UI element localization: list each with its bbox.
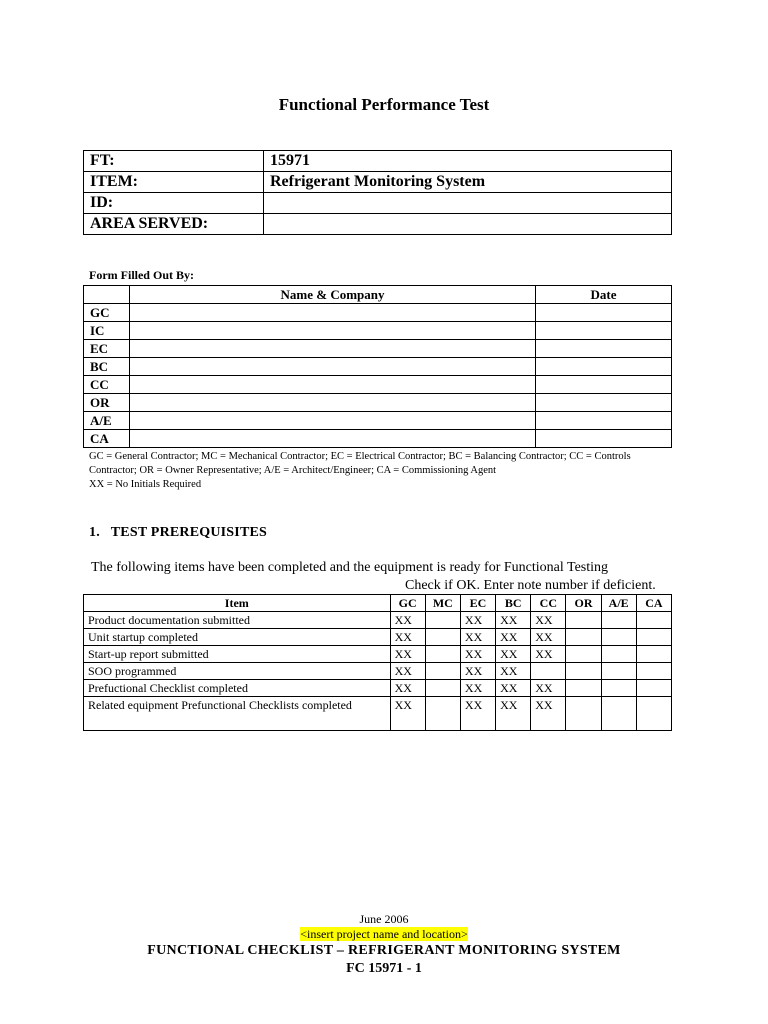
form-row-date[interactable] bbox=[536, 358, 672, 376]
prereq-check-cell[interactable] bbox=[601, 663, 636, 680]
prereq-row bbox=[84, 629, 672, 646]
prereq-check-cell: XX bbox=[531, 629, 566, 646]
prereq-check-cell: XX bbox=[531, 646, 566, 663]
prereq-check-cell: XX bbox=[531, 697, 566, 731]
prereq-check-cell: XX bbox=[496, 629, 531, 646]
prereq-check-cell: XX bbox=[496, 680, 531, 697]
info-label: AREA SERVED: bbox=[84, 214, 264, 235]
footer-title: FUNCTIONAL CHECKLIST – REFRIGERANT MONITORING SYSTEM bbox=[147, 943, 621, 958]
info-row-area-served bbox=[84, 214, 672, 235]
prereq-check-cell: XX bbox=[460, 697, 495, 731]
prereq-header-row bbox=[84, 595, 672, 612]
prereq-check-cell[interactable] bbox=[425, 680, 460, 697]
footer-project bbox=[0, 927, 768, 942]
prereq-item: Product documentation submitted bbox=[84, 612, 391, 629]
form-row bbox=[84, 394, 672, 412]
prereq-header-cell: BC bbox=[496, 595, 531, 612]
form-row-name-company[interactable] bbox=[130, 340, 536, 358]
prereq-check-cell[interactable] bbox=[566, 697, 601, 731]
prereq-check-cell[interactable] bbox=[636, 629, 671, 646]
legend-xx-note: XX = No Initials Required bbox=[89, 479, 202, 490]
prereq-check-cell: XX bbox=[460, 680, 495, 697]
info-value bbox=[264, 214, 672, 235]
form-row-name-company[interactable] bbox=[130, 412, 536, 430]
form-header-name: Name & Company bbox=[130, 286, 536, 304]
form-row-date[interactable] bbox=[536, 394, 672, 412]
form-row-name-company[interactable] bbox=[130, 394, 536, 412]
form-row bbox=[84, 430, 672, 448]
prereq-check-cell: XX bbox=[496, 612, 531, 629]
footer-project-placeholder: <insert project name and location> bbox=[300, 927, 468, 941]
prereq-header-cell: A/E bbox=[601, 595, 636, 612]
form-row-code: GC bbox=[84, 304, 130, 322]
prereq-row bbox=[84, 612, 672, 629]
prereq-check-cell[interactable] bbox=[601, 680, 636, 697]
info-label: FT: bbox=[84, 151, 264, 172]
prereq-check-cell[interactable] bbox=[636, 612, 671, 629]
info-table bbox=[83, 150, 672, 235]
prereq-check-cell[interactable] bbox=[566, 646, 601, 663]
prereq-check-cell: XX bbox=[531, 612, 566, 629]
prereq-row bbox=[84, 697, 672, 731]
prereq-check-cell[interactable] bbox=[636, 680, 671, 697]
prereq-check-cell[interactable] bbox=[636, 646, 671, 663]
prereq-check-cell[interactable] bbox=[566, 680, 601, 697]
prereq-row bbox=[84, 646, 672, 663]
form-row-date[interactable] bbox=[536, 376, 672, 394]
prereq-item: Unit startup completed bbox=[84, 629, 391, 646]
prereq-check-cell[interactable] bbox=[601, 646, 636, 663]
prereq-check-cell: XX bbox=[496, 663, 531, 680]
prereq-check-cell: XX bbox=[460, 646, 495, 663]
form-row bbox=[84, 358, 672, 376]
prereq-item: SOO programmed bbox=[84, 663, 391, 680]
prereq-check-cell[interactable] bbox=[566, 612, 601, 629]
form-row bbox=[84, 322, 672, 340]
legend bbox=[89, 450, 679, 492]
info-value bbox=[264, 193, 672, 214]
form-row-code: BC bbox=[84, 358, 130, 376]
prereq-check-cell[interactable] bbox=[425, 646, 460, 663]
section-intro: The following items have been completed and the equipment is ready for Functional Testing bbox=[91, 560, 609, 575]
prereq-check-cell[interactable] bbox=[601, 612, 636, 629]
form-filled-label: Form Filled Out By: bbox=[89, 268, 194, 282]
section-number: 1. bbox=[89, 525, 100, 540]
prereq-item: Related equipment Prefunctional Checklists completed bbox=[84, 697, 391, 731]
prereq-header-cell: CA bbox=[636, 595, 671, 612]
form-row-code: EC bbox=[84, 340, 130, 358]
legend-abbreviations: GC = General Contractor; MC = Mechanical Contractor; EC = Electrical Contractor; BC = Balancing Contractor; CC = Controls Contractor; OR = Owner Representative; A/E = Architect/Engineer; CA = Commissioning Agent bbox=[89, 451, 631, 476]
prereq-check-cell[interactable] bbox=[425, 612, 460, 629]
prereq-header-cell: MC bbox=[425, 595, 460, 612]
check-note: Check if OK. Enter note number if deficient. bbox=[405, 578, 656, 593]
prereq-check-cell: XX bbox=[460, 612, 495, 629]
form-row-name-company[interactable] bbox=[130, 322, 536, 340]
prereq-header-cell: CC bbox=[531, 595, 566, 612]
form-row-name-company[interactable] bbox=[130, 376, 536, 394]
prereq-row bbox=[84, 663, 672, 680]
footer-date: June 2006 bbox=[359, 912, 409, 926]
form-row-code: CA bbox=[84, 430, 130, 448]
section-title: TEST PREREQUISITES bbox=[110, 525, 268, 540]
prereq-check-cell[interactable] bbox=[531, 663, 566, 680]
prereq-item: Start-up report submitted bbox=[84, 646, 391, 663]
prereq-check-cell: XX bbox=[390, 663, 425, 680]
page-title: Functional Performance Test bbox=[278, 95, 490, 114]
prereq-check-cell: XX bbox=[460, 629, 495, 646]
prereq-check-cell: XX bbox=[460, 663, 495, 680]
prereq-check-cell[interactable] bbox=[566, 663, 601, 680]
form-row-name-company[interactable] bbox=[130, 304, 536, 322]
form-row-date[interactable] bbox=[536, 430, 672, 448]
prereq-check-cell[interactable] bbox=[425, 697, 460, 731]
prereq-row bbox=[84, 680, 672, 697]
form-row-name-company[interactable] bbox=[130, 358, 536, 376]
prereq-check-cell[interactable] bbox=[425, 629, 460, 646]
info-label: ITEM: bbox=[84, 172, 264, 193]
form-row bbox=[84, 376, 672, 394]
prereq-check-cell: XX bbox=[390, 629, 425, 646]
form-row-date[interactable] bbox=[536, 322, 672, 340]
form-row-date[interactable] bbox=[536, 412, 672, 430]
info-value: 15971 bbox=[264, 151, 672, 172]
form-filled-table bbox=[83, 285, 672, 448]
prereq-check-cell[interactable] bbox=[601, 697, 636, 731]
prereq-header-cell: EC bbox=[460, 595, 495, 612]
section-heading bbox=[89, 525, 267, 541]
info-label: ID: bbox=[84, 193, 264, 214]
info-row-item bbox=[84, 172, 672, 193]
form-row bbox=[84, 340, 672, 358]
prereq-header-cell: Item bbox=[84, 595, 391, 612]
prereq-check-cell: XX bbox=[496, 646, 531, 663]
form-row-name-company[interactable] bbox=[130, 430, 536, 448]
form-row-code: IC bbox=[84, 322, 130, 340]
info-row-id bbox=[84, 193, 672, 214]
prerequisites-table bbox=[83, 594, 672, 731]
prereq-check-cell: XX bbox=[531, 680, 566, 697]
prereq-check-cell: XX bbox=[390, 646, 425, 663]
prereq-check-cell: XX bbox=[390, 612, 425, 629]
prereq-header-cell: OR bbox=[566, 595, 601, 612]
form-row-date[interactable] bbox=[536, 304, 672, 322]
form-header-code bbox=[84, 286, 130, 304]
info-value: Refrigerant Monitoring System bbox=[264, 172, 672, 193]
form-row-code: CC bbox=[84, 376, 130, 394]
prereq-header-cell: GC bbox=[390, 595, 425, 612]
prereq-check-cell: XX bbox=[390, 680, 425, 697]
form-row bbox=[84, 304, 672, 322]
form-header-date: Date bbox=[536, 286, 672, 304]
prereq-check-cell[interactable] bbox=[636, 697, 671, 731]
form-row-code: A/E bbox=[84, 412, 130, 430]
prereq-check-cell[interactable] bbox=[601, 629, 636, 646]
prereq-check-cell: XX bbox=[390, 697, 425, 731]
form-row bbox=[84, 412, 672, 430]
prereq-item: Prefuctional Checklist completed bbox=[84, 680, 391, 697]
footer-page-number: FC 15971 - 1 bbox=[346, 961, 422, 976]
form-row-code: OR bbox=[84, 394, 130, 412]
info-row-ft bbox=[84, 151, 672, 172]
form-row-date[interactable] bbox=[536, 340, 672, 358]
form-header-row bbox=[84, 286, 672, 304]
prereq-check-cell[interactable] bbox=[636, 663, 671, 680]
prereq-check-cell: XX bbox=[496, 697, 531, 731]
prereq-check-cell[interactable] bbox=[425, 663, 460, 680]
prereq-check-cell[interactable] bbox=[566, 629, 601, 646]
